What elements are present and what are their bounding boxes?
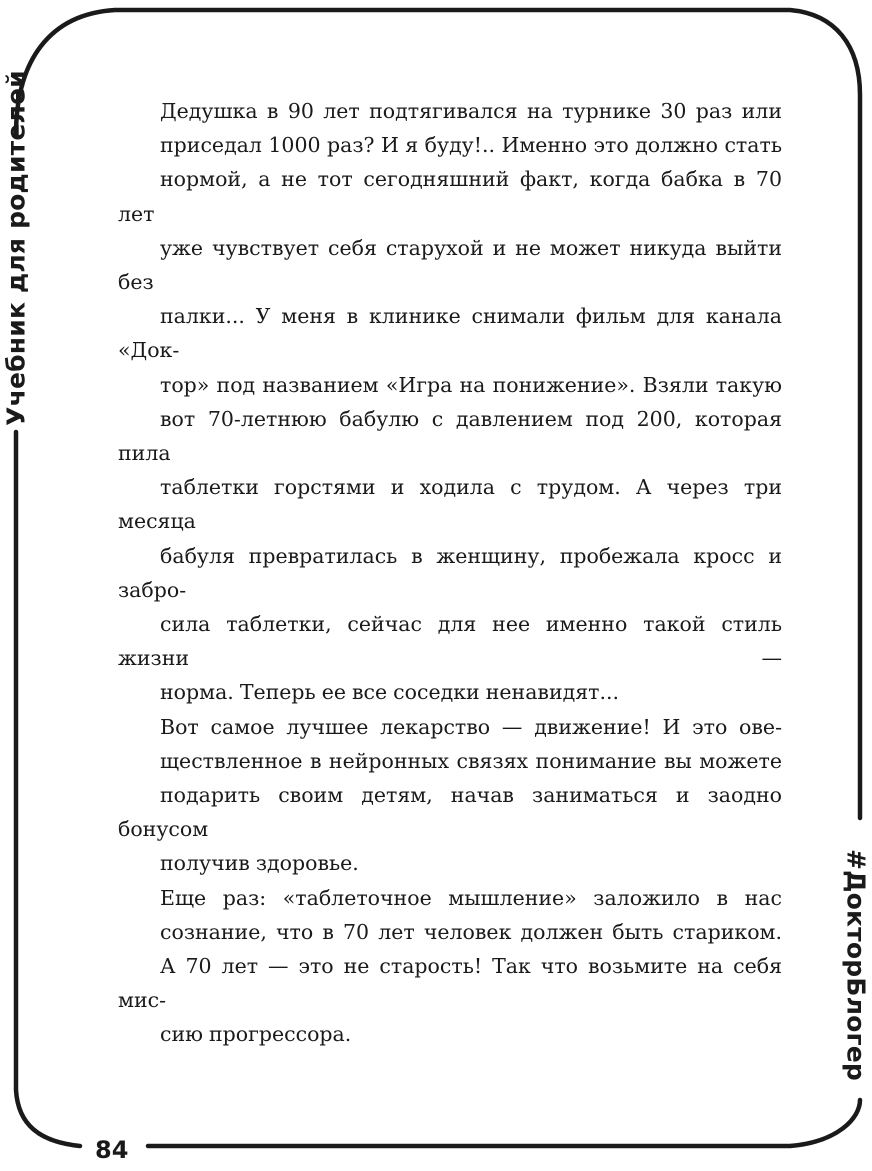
text-line: ществленное в нейронных связях понимание вы можете bbox=[160, 748, 782, 773]
text-line: уже чувствует себя старухой и не может никуда выйти без bbox=[118, 235, 782, 295]
paragraph bbox=[118, 881, 782, 1052]
text-line: палки... У меня в клинике снимали фильм для канала «Док- bbox=[118, 304, 782, 363]
frame-bottom-border bbox=[148, 1100, 860, 1146]
text-line: Еще раз: «таблеточное мышление» заложило в нас bbox=[160, 885, 782, 910]
text-line: норма. Теперь ее все соседки ненавидят... bbox=[160, 680, 620, 705]
text-line: тор» под названием «Игра на понижение». Взяли такую bbox=[160, 372, 782, 397]
page-number: 84 bbox=[95, 1136, 129, 1164]
paragraph bbox=[118, 94, 782, 710]
body-text bbox=[118, 94, 782, 1052]
text-line: сила таблетки, сейчас для нее именно такой стиль жизни — bbox=[118, 612, 782, 671]
text-line: А 70 лет — это не старость! Так что возьмите на себя мис- bbox=[118, 954, 782, 1013]
text-line: таблетки горстями и ходила с трудом. А через три месяца bbox=[118, 475, 782, 534]
text-line: Вот самое лучшее лекарство — движение! И это ове- bbox=[160, 714, 782, 739]
text-line: подарить своим детям, начав заниматься и заодно бонусом bbox=[118, 783, 782, 842]
text-line: сознание, что в 70 лет человек должен быть стариком. bbox=[160, 919, 782, 944]
hashtag-label: #ДокторБлогер bbox=[841, 849, 871, 1081]
text-line: получив здоровье. bbox=[160, 851, 359, 876]
paragraph bbox=[118, 710, 782, 881]
running-title: Учебник для родителей bbox=[1, 70, 31, 426]
text-line: нормой, а не тот сегодняшний факт, когда бабка в 70 лет bbox=[118, 167, 782, 226]
frame-left-border bbox=[16, 432, 80, 1146]
text-line: бабуля превратилась в женщину, пробежала кросс и забро- bbox=[118, 543, 782, 602]
text-line: вот 70-летнюю бабулю с давлением под 200, которая пила bbox=[118, 406, 782, 466]
text-line: Дедушка в 90 лет подтягивался на турнике 30 раз или bbox=[160, 99, 782, 123]
text-line: приседал 1000 раз? И я буду!.. Именно это должно стать bbox=[160, 133, 782, 158]
text-line: сию прогрессора. bbox=[160, 1022, 352, 1047]
